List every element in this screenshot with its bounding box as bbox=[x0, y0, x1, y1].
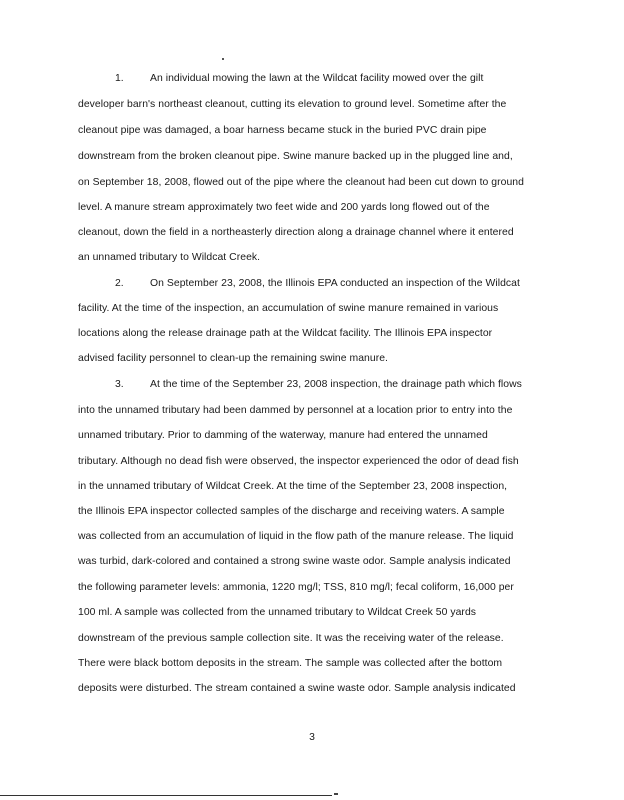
paragraph-line: advised facility personnel to clean-up the remaining swine manure. bbox=[78, 353, 388, 364]
paragraph-line: level. A manure stream approximately two feet wide and 200 yards long flowed out of the bbox=[78, 202, 490, 213]
paragraph-line: cleanout pipe was damaged, a boar harness became stuck in the buried PVC drain pipe bbox=[78, 125, 487, 136]
paragraph-line: on September 18, 2008, flowed out of the pipe where the cleanout had been cut down to ground bbox=[78, 177, 524, 188]
paragraph-line: was collected from an accumulation of liquid in the flow path of the manure release. The liquid bbox=[78, 531, 514, 542]
paragraph-line: An individual mowing the lawn at the Wildcat facility mowed over the gilt bbox=[150, 73, 484, 84]
paragraph-line: There were black bottom deposits in the stream. The sample was collected after the bottom bbox=[78, 658, 503, 669]
paragraph-line: tributary. Although no dead fish were observed, the inspector experienced the odor of dead fish bbox=[78, 456, 519, 467]
paragraph-line: cleanout, down the field in a northeasterly direction along a drainage channel where it entered bbox=[78, 227, 514, 238]
paragraph-line: in the unnamed tributary of Wildcat Creek. At the time of the September 23, 2008 inspection, bbox=[78, 481, 508, 492]
paragraph-line: the Illinois EPA inspector collected samples of the discharge and receiving waters. A sample bbox=[78, 506, 505, 517]
paragraph-line: On September 23, 2008, the Illinois EPA conducted an inspection of the Wildcat bbox=[150, 278, 520, 289]
paragraph-line: At the time of the September 23, 2008 inspection, the drainage path which flows bbox=[150, 379, 522, 390]
paragraph-line: unnamed tributary. Prior to damming of the waterway, manure had entered the unnamed bbox=[78, 430, 488, 441]
scan-speck bbox=[222, 58, 224, 60]
paragraph-line: deposits were disturbed. The stream contained a swine waste odor. Sample analysis indicated bbox=[78, 683, 516, 694]
paragraph-number: 1. bbox=[115, 73, 124, 84]
paragraph-number: 2. bbox=[115, 278, 124, 289]
paragraph-line: was turbid, dark-colored and contained a strong swine waste odor. Sample analysis indicated bbox=[78, 556, 511, 567]
paragraph-number: 3. bbox=[115, 379, 124, 390]
paragraph-line: downstream of the previous sample collection site. It was the receiving water of the release. bbox=[78, 633, 504, 644]
paragraph-line: an unnamed tributary to Wildcat Creek. bbox=[78, 252, 261, 263]
paragraph-line: facility. At the time of the inspection, an accumulation of swine manure remained in various bbox=[78, 303, 499, 314]
scan-edge-rule bbox=[0, 795, 332, 796]
paragraph-line: into the unnamed tributary had been dammed by personnel at a location prior to entry into the bbox=[78, 405, 513, 416]
paragraph-line: locations along the release drainage path at the Wildcat facility. The Illinois EPA inspector bbox=[78, 328, 493, 339]
paragraph-line: downstream from the broken cleanout pipe. Swine manure backed up in the plugged line and, bbox=[78, 151, 513, 162]
paragraph-line: developer barn's northeast cleanout, cutting its elevation to ground level. Sometime after the bbox=[78, 99, 507, 110]
paragraph-line: 100 ml. A sample was collected from the unnamed tributary to Wildcat Creek 50 yards bbox=[78, 607, 477, 618]
page-number: 3 bbox=[309, 732, 315, 743]
paragraph-line: the following parameter levels: ammonia, 1220 mg/l; TSS, 810 mg/l; fecal coliform, 16,000 per bbox=[78, 582, 514, 593]
scan-speck bbox=[334, 793, 338, 795]
